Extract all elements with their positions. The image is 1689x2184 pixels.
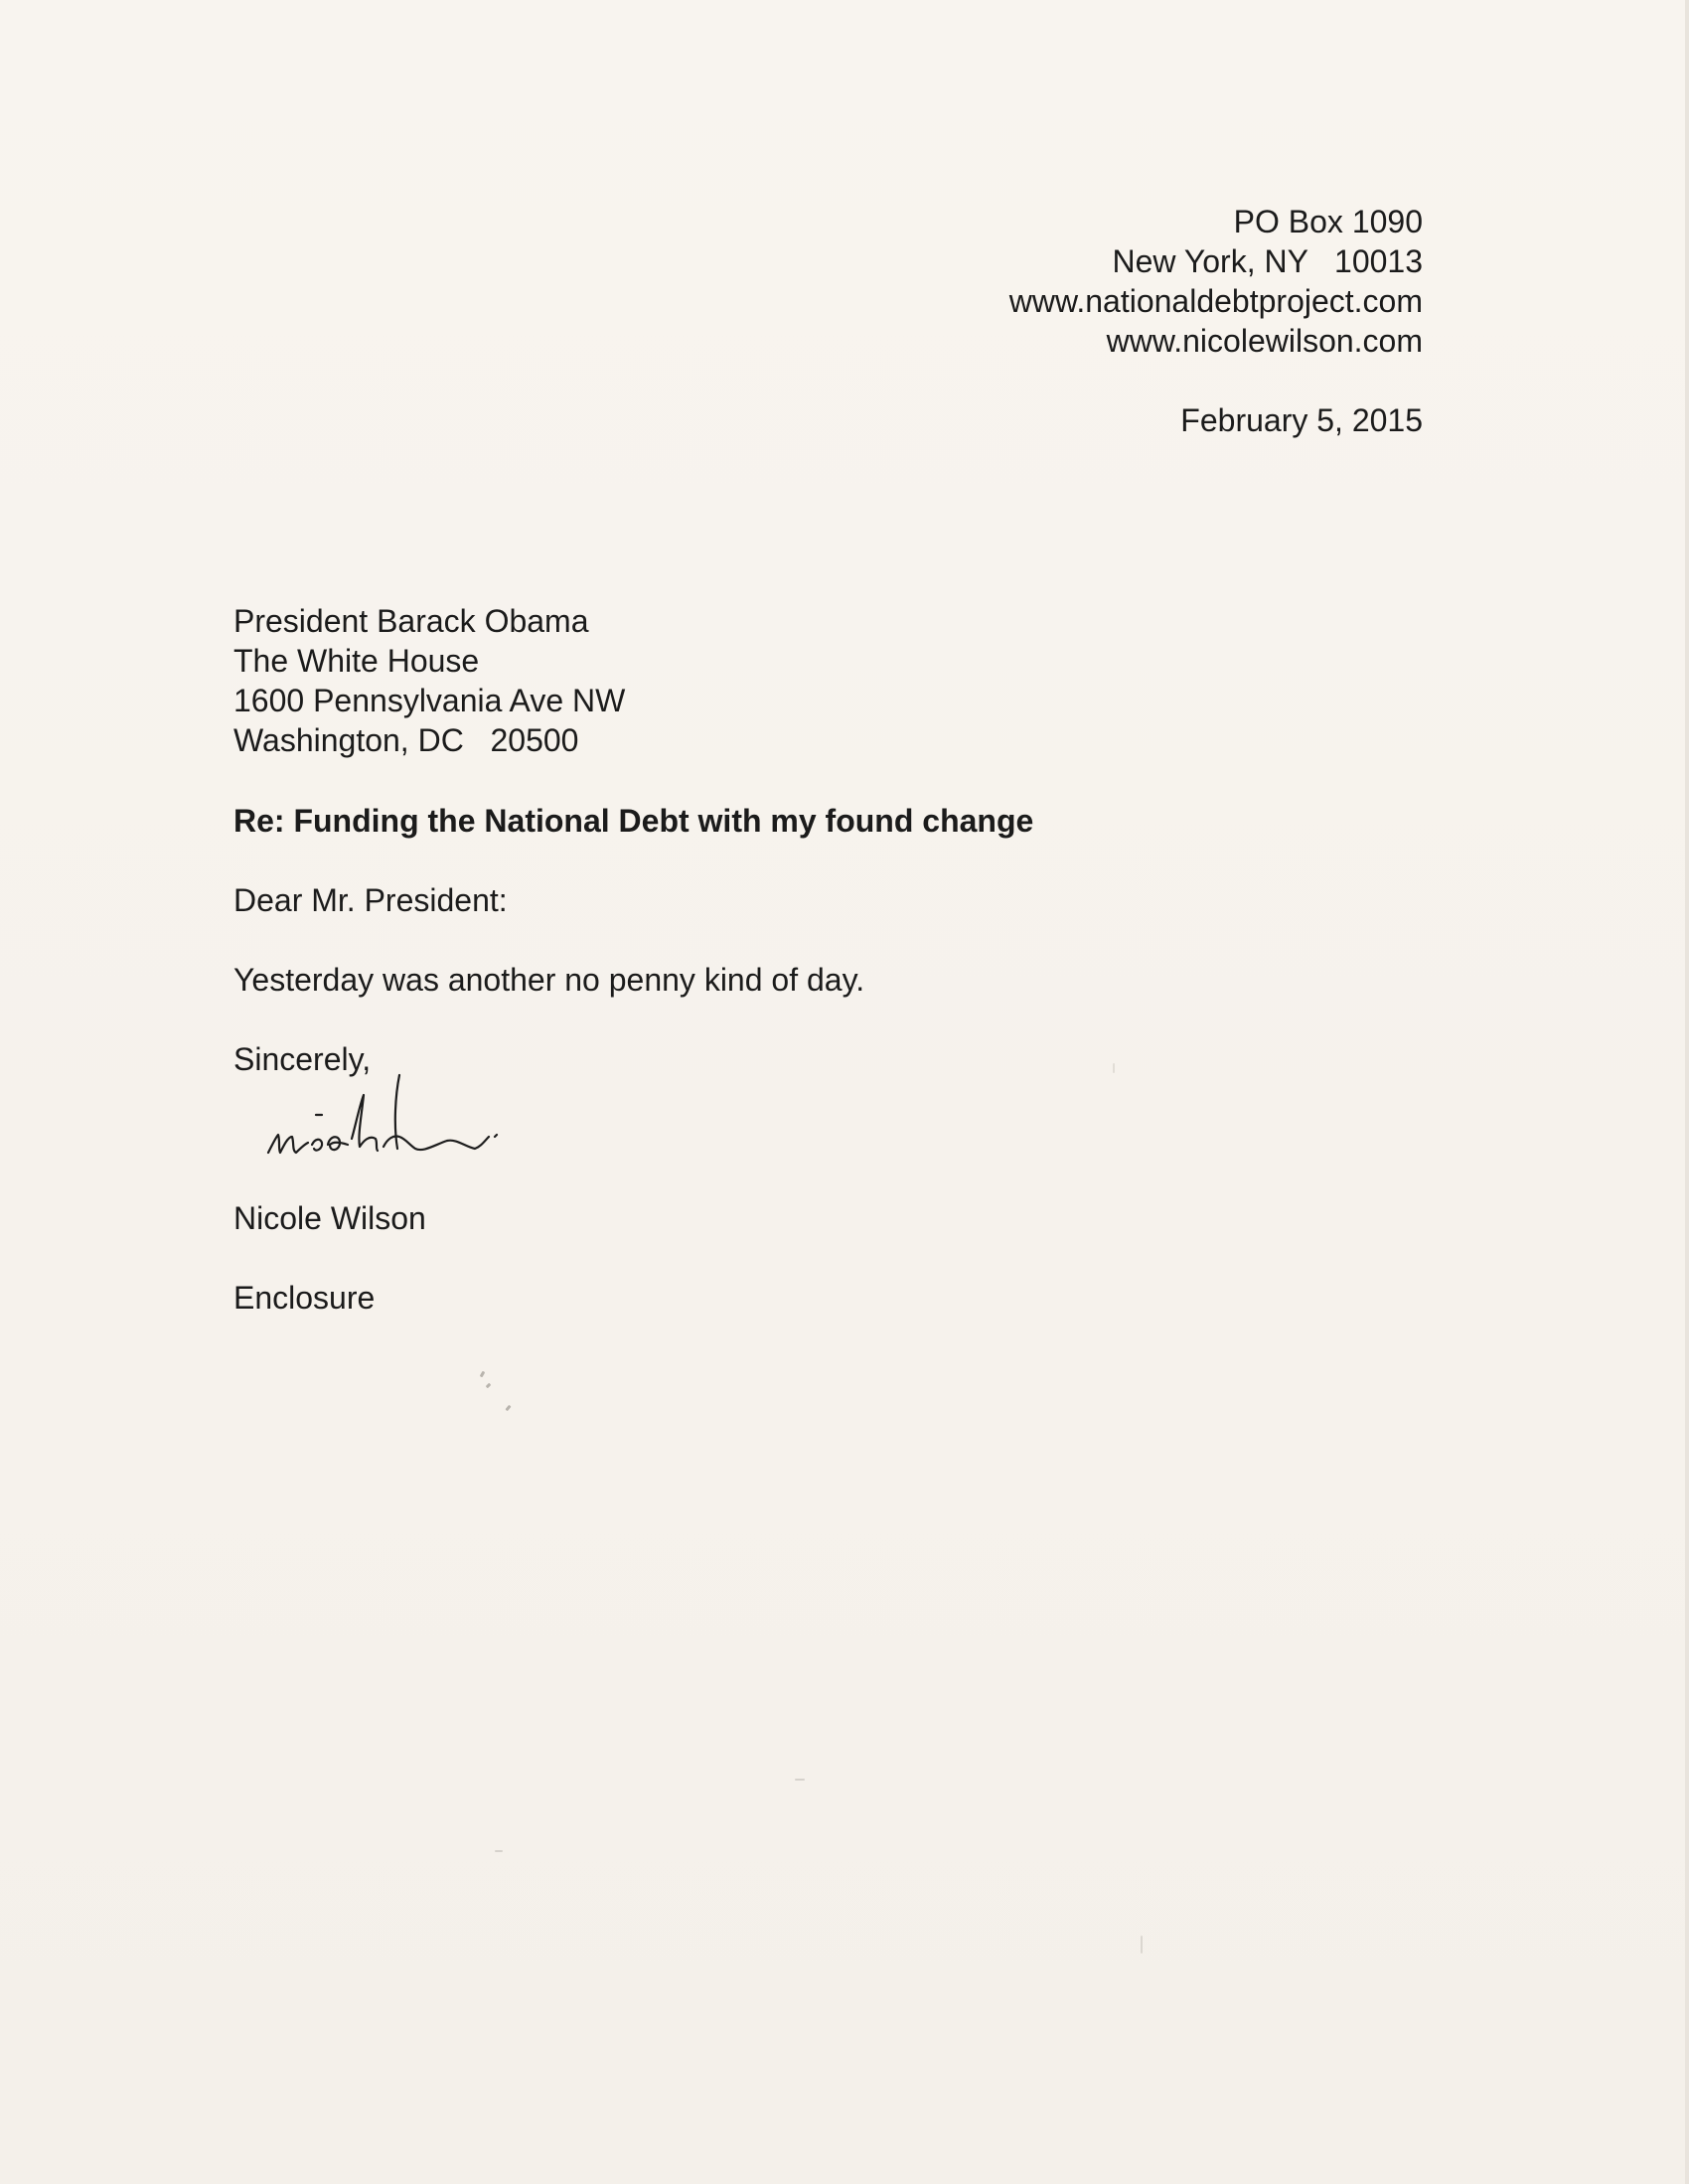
scan-speck — [505, 1405, 511, 1412]
return-address-line: PO Box 1090 — [1233, 204, 1423, 239]
return-address-line: New York, NY 10013 — [1112, 243, 1423, 279]
recipient-address — [233, 601, 625, 760]
handwritten-signature — [260, 1065, 598, 1174]
letter-date: February 5, 2015 — [1180, 402, 1423, 438]
recipient-line: 1600 Pennsylvania Ave NW — [233, 683, 626, 718]
scan-speck — [795, 1779, 805, 1781]
page-edge — [1685, 0, 1689, 2184]
scan-speck — [1141, 1936, 1143, 1953]
recipient-line: President Barack Obama — [233, 603, 589, 639]
scan-speck — [480, 1371, 486, 1378]
scan-speck — [486, 1383, 492, 1389]
subject-line: Re: Funding the National Debt with my found change — [233, 803, 1034, 839]
recipient-line: The White House — [233, 643, 480, 679]
signer-name: Nicole Wilson — [233, 1200, 426, 1236]
scan-speck — [495, 1850, 503, 1852]
salutation: Dear Mr. President: — [233, 882, 508, 918]
enclosure-note: Enclosure — [233, 1280, 376, 1316]
body-paragraph: Yesterday was another no penny kind of day. — [233, 962, 865, 998]
return-address-url: www.nicolewilson.com — [1106, 323, 1423, 359]
recipient-line: Washington, DC 20500 — [233, 722, 579, 758]
return-address-url: www.nationaldebtproject.com — [1008, 283, 1423, 319]
return-address — [1009, 202, 1423, 361]
closing: Sincerely, — [233, 1041, 372, 1077]
scan-speck — [1113, 1063, 1115, 1073]
